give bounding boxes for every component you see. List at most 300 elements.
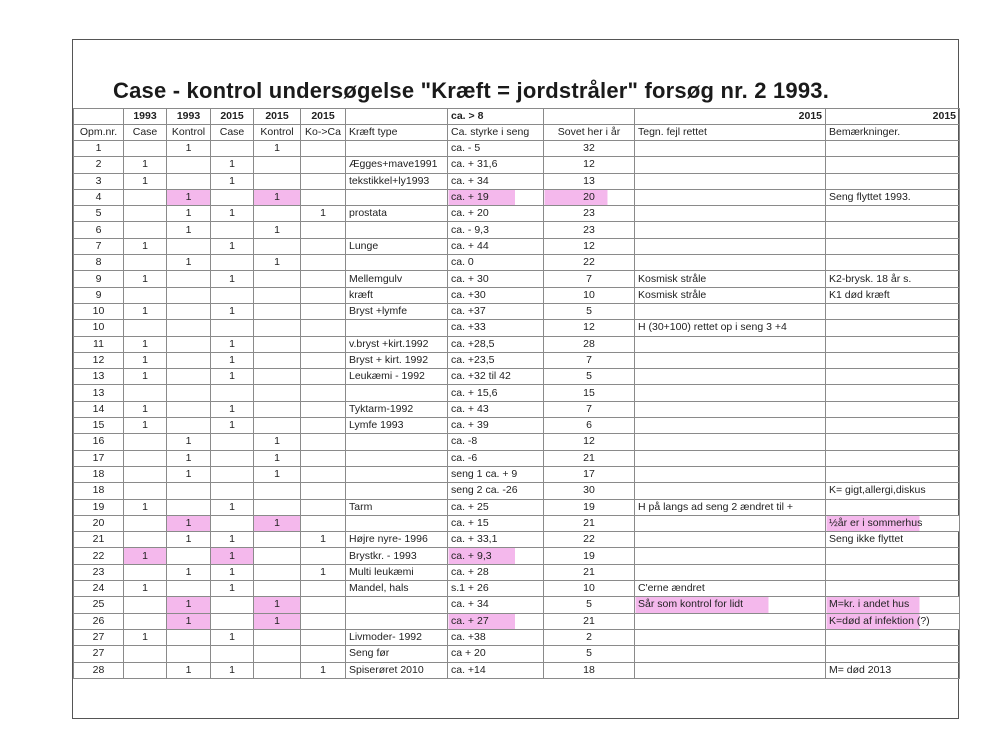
table-cell xyxy=(635,450,826,466)
table-cell: ca. + 30 xyxy=(448,271,544,287)
table-cell: 7 xyxy=(544,401,635,417)
table-row xyxy=(74,401,960,417)
table-row xyxy=(74,515,960,531)
table-cell: 1 xyxy=(167,466,211,482)
table-cell: 1 xyxy=(211,206,254,222)
table-cell: ca. + 34 xyxy=(448,173,544,189)
table-cell: Case xyxy=(124,125,167,141)
table-cell: 23 xyxy=(74,564,124,580)
table-cell: ca. +37 xyxy=(448,303,544,319)
table-cell xyxy=(254,173,301,189)
table-cell: H (30+100) rettet op i seng 3 +4 xyxy=(635,320,826,336)
table-cell: Kontrol xyxy=(167,125,211,141)
table-cell: ½år er i sommerhus xyxy=(826,515,960,531)
table-cell: 2015 xyxy=(826,109,960,125)
table-cell xyxy=(635,238,826,254)
table-cell xyxy=(211,141,254,157)
table-cell: Bryst +lymfe xyxy=(346,303,448,319)
table-cell xyxy=(301,581,346,597)
table-row xyxy=(74,157,960,173)
table-cell xyxy=(254,287,301,303)
table-cell: 12 xyxy=(544,238,635,254)
table-cell: 1 xyxy=(124,418,167,434)
table-cell xyxy=(211,320,254,336)
table-cell: ca. + 44 xyxy=(448,238,544,254)
table-cell: 21 xyxy=(74,532,124,548)
table-cell xyxy=(167,629,211,645)
table-cell xyxy=(826,646,960,662)
table-cell: ca. +33 xyxy=(448,320,544,336)
table-cell: Seng ikke flyttet xyxy=(826,532,960,548)
table-cell: Brystkr. - 1993 xyxy=(346,548,448,564)
table-row xyxy=(74,646,960,662)
table-cell xyxy=(254,303,301,319)
table-cell: ca + 20 xyxy=(448,646,544,662)
header-row-columns xyxy=(74,125,960,141)
table-cell: 1 xyxy=(254,466,301,482)
table-cell: Sår som kontrol for lidt xyxy=(635,597,826,613)
table-cell xyxy=(211,385,254,401)
table-cell: 1 xyxy=(254,515,301,531)
table-cell: 1 xyxy=(211,401,254,417)
table-cell xyxy=(211,515,254,531)
table-cell: 1 xyxy=(167,613,211,629)
table-row xyxy=(74,141,960,157)
table-cell: 1 xyxy=(124,581,167,597)
table-cell: ca. - 9,3 xyxy=(448,222,544,238)
table-cell: 1 xyxy=(254,141,301,157)
table-cell xyxy=(254,369,301,385)
table-cell: 1 xyxy=(211,564,254,580)
table-cell: K1 død kræft xyxy=(826,287,960,303)
table-cell xyxy=(635,385,826,401)
table-cell xyxy=(635,646,826,662)
table-cell: 1 xyxy=(167,597,211,613)
table-cell: seng 1 ca. + 9 xyxy=(448,466,544,482)
table-cell xyxy=(301,450,346,466)
data-table xyxy=(73,108,960,679)
table-cell xyxy=(124,483,167,499)
table-cell xyxy=(346,109,448,125)
table-cell: 21 xyxy=(544,613,635,629)
table-cell: ca. + 25 xyxy=(448,499,544,515)
table-cell: 1 xyxy=(211,173,254,189)
table-cell xyxy=(826,303,960,319)
table-cell xyxy=(124,255,167,271)
table-cell xyxy=(167,287,211,303)
table-cell: ca. + 33,1 xyxy=(448,532,544,548)
table-cell xyxy=(124,141,167,157)
table-cell: ca. + 43 xyxy=(448,401,544,417)
table-cell xyxy=(167,173,211,189)
table-cell xyxy=(254,238,301,254)
table-cell xyxy=(826,352,960,368)
table-cell: ca. +30 xyxy=(448,287,544,303)
table-cell: 1993 xyxy=(124,109,167,125)
table-cell xyxy=(254,629,301,645)
table-body xyxy=(74,109,960,679)
table-cell: 1 xyxy=(124,401,167,417)
table-cell xyxy=(211,483,254,499)
table-cell xyxy=(346,385,448,401)
table-cell xyxy=(301,434,346,450)
table-row xyxy=(74,189,960,205)
table-cell: 1 xyxy=(211,157,254,173)
table-cell xyxy=(346,141,448,157)
table-row xyxy=(74,238,960,254)
table-cell xyxy=(635,303,826,319)
table-cell: 5 xyxy=(544,369,635,385)
table-cell: ca. + 27 xyxy=(448,613,544,629)
table-cell xyxy=(167,352,211,368)
table-cell: K= gigt,allergi,diskus xyxy=(826,483,960,499)
table-cell xyxy=(254,548,301,564)
table-cell xyxy=(124,189,167,205)
table-cell xyxy=(826,450,960,466)
table-cell: 2015 xyxy=(211,109,254,125)
table-cell: Mellemgulv xyxy=(346,271,448,287)
table-cell: 16 xyxy=(74,434,124,450)
table-cell: Kræft type xyxy=(346,125,448,141)
table-cell: 1 xyxy=(124,238,167,254)
table-cell: 1 xyxy=(124,303,167,319)
table-cell: 1 xyxy=(124,352,167,368)
table-cell xyxy=(301,629,346,645)
table-cell xyxy=(826,336,960,352)
table-cell xyxy=(346,434,448,450)
table-cell xyxy=(124,646,167,662)
table-cell xyxy=(124,613,167,629)
table-cell xyxy=(826,418,960,434)
table-row xyxy=(74,613,960,629)
table-cell xyxy=(124,206,167,222)
table-cell xyxy=(254,271,301,287)
table-cell: 27 xyxy=(74,646,124,662)
table-cell: Opm.nr. xyxy=(74,125,124,141)
table-cell xyxy=(826,401,960,417)
table-cell xyxy=(124,597,167,613)
table-cell: 1 xyxy=(211,303,254,319)
table-cell: Tyktarm-1992 xyxy=(346,401,448,417)
table-cell xyxy=(635,336,826,352)
table-cell: 1 xyxy=(167,189,211,205)
table-cell xyxy=(826,141,960,157)
table-row xyxy=(74,466,960,482)
table-cell: 12 xyxy=(74,352,124,368)
table-cell xyxy=(301,515,346,531)
table-cell: 2 xyxy=(544,629,635,645)
table-cell: ca. + 20 xyxy=(448,206,544,222)
table-cell xyxy=(346,613,448,629)
table-cell xyxy=(254,564,301,580)
table-cell: 15 xyxy=(74,418,124,434)
table-cell xyxy=(635,157,826,173)
table-cell xyxy=(167,385,211,401)
table-cell: 1 xyxy=(167,532,211,548)
table-cell: C'erne ændret xyxy=(635,581,826,597)
table-cell: 1 xyxy=(167,141,211,157)
table-cell: 9 xyxy=(74,271,124,287)
table-cell xyxy=(301,418,346,434)
table-cell xyxy=(635,564,826,580)
table-cell xyxy=(346,222,448,238)
table-cell xyxy=(346,320,448,336)
table-cell xyxy=(826,238,960,254)
table-cell xyxy=(635,434,826,450)
table-cell xyxy=(301,173,346,189)
table-cell: 1 xyxy=(167,434,211,450)
table-cell xyxy=(211,189,254,205)
table-cell xyxy=(211,450,254,466)
table-cell: 6 xyxy=(74,222,124,238)
table-cell xyxy=(826,320,960,336)
table-cell: 23 xyxy=(544,206,635,222)
table-cell: 1 xyxy=(254,189,301,205)
table-cell: Ko->Ca xyxy=(301,125,346,141)
table-cell: 4 xyxy=(74,189,124,205)
table-cell xyxy=(301,548,346,564)
table-cell xyxy=(74,109,124,125)
table-cell xyxy=(301,483,346,499)
table-row xyxy=(74,303,960,319)
table-cell xyxy=(211,466,254,482)
table-cell xyxy=(301,238,346,254)
table-cell xyxy=(254,418,301,434)
table-cell xyxy=(124,564,167,580)
table-cell xyxy=(301,303,346,319)
table-cell xyxy=(826,564,960,580)
table-cell xyxy=(635,483,826,499)
table-cell: 12 xyxy=(544,157,635,173)
table-cell xyxy=(301,352,346,368)
table-cell xyxy=(635,206,826,222)
table-cell xyxy=(346,255,448,271)
table-row xyxy=(74,581,960,597)
table-cell: 1 xyxy=(124,369,167,385)
table-cell: Multi leukæmi xyxy=(346,564,448,580)
table-cell xyxy=(301,613,346,629)
table-cell: Tegn. fejl rettet xyxy=(635,125,826,141)
table-cell: H på langs ad seng 2 ændret til + xyxy=(635,499,826,515)
table-cell: Case xyxy=(211,125,254,141)
table-cell xyxy=(826,581,960,597)
table-cell xyxy=(167,271,211,287)
table-cell: 13 xyxy=(74,369,124,385)
table-cell: ca. +28,5 xyxy=(448,336,544,352)
table-cell: Ægges+mave1991 xyxy=(346,157,448,173)
table-cell xyxy=(826,499,960,515)
table-cell xyxy=(826,548,960,564)
table-cell xyxy=(635,189,826,205)
table-cell: 19 xyxy=(544,499,635,515)
table-cell: 1 xyxy=(124,271,167,287)
table-cell: 1 xyxy=(124,629,167,645)
table-cell: 30 xyxy=(544,483,635,499)
table-cell: ca. + 31,6 xyxy=(448,157,544,173)
table-row xyxy=(74,564,960,580)
table-cell xyxy=(301,222,346,238)
table-cell: Seng før xyxy=(346,646,448,662)
table-cell xyxy=(301,141,346,157)
table-cell: 11 xyxy=(74,336,124,352)
table-cell: 22 xyxy=(544,255,635,271)
table-cell xyxy=(826,255,960,271)
table-cell: 15 xyxy=(544,385,635,401)
table-cell xyxy=(167,548,211,564)
table-cell xyxy=(254,336,301,352)
table-cell: Bryst + kirt. 1992 xyxy=(346,352,448,368)
table-cell: 1 xyxy=(211,352,254,368)
table-cell: 13 xyxy=(544,173,635,189)
table-cell xyxy=(826,629,960,645)
table-cell: 1 xyxy=(301,532,346,548)
table-cell: Højre nyre- 1996 xyxy=(346,532,448,548)
table-cell xyxy=(301,597,346,613)
table-cell xyxy=(301,385,346,401)
table-cell: ca. + 9,3 xyxy=(448,548,544,564)
table-cell: 3 xyxy=(74,173,124,189)
table-cell: 1 xyxy=(211,336,254,352)
table-cell: 1 xyxy=(254,434,301,450)
table-cell: 1 xyxy=(167,515,211,531)
header-row-years xyxy=(74,109,960,125)
table-cell: ca. +23,5 xyxy=(448,352,544,368)
table-cell xyxy=(254,401,301,417)
table-cell: K2-brysk. 18 år s. xyxy=(826,271,960,287)
table-cell: 10 xyxy=(544,581,635,597)
table-cell: 1 xyxy=(211,369,254,385)
table-cell: 7 xyxy=(74,238,124,254)
table-cell xyxy=(124,287,167,303)
table-cell xyxy=(254,206,301,222)
table-cell xyxy=(167,483,211,499)
table-cell: ca. +32 til 42 xyxy=(448,369,544,385)
table-row xyxy=(74,320,960,336)
table-cell: 2015 xyxy=(301,109,346,125)
table-cell: 1 xyxy=(301,564,346,580)
table-cell: 1 xyxy=(167,206,211,222)
table-cell: ca. 0 xyxy=(448,255,544,271)
table-cell: Spiserøret 2010 xyxy=(346,662,448,678)
table-cell xyxy=(254,532,301,548)
table-cell: 10 xyxy=(544,287,635,303)
table-cell: 1 xyxy=(301,206,346,222)
table-cell xyxy=(301,320,346,336)
table-row xyxy=(74,662,960,678)
table-cell: 1 xyxy=(211,662,254,678)
table-cell xyxy=(635,548,826,564)
table-cell xyxy=(301,466,346,482)
table-cell: 1 xyxy=(254,222,301,238)
table-cell: ca. +14 xyxy=(448,662,544,678)
table-cell xyxy=(635,515,826,531)
table-cell xyxy=(635,255,826,271)
table-cell: Ca. styrke i seng xyxy=(448,125,544,141)
table-cell xyxy=(826,206,960,222)
table-cell xyxy=(254,385,301,401)
table-cell: Seng flyttet 1993. xyxy=(826,189,960,205)
table-cell: 14 xyxy=(74,401,124,417)
table-cell xyxy=(301,157,346,173)
table-cell: ca. -8 xyxy=(448,434,544,450)
table-cell xyxy=(167,320,211,336)
table-cell: 18 xyxy=(74,466,124,482)
table-cell xyxy=(254,483,301,499)
table-row xyxy=(74,385,960,401)
table-cell: 26 xyxy=(74,613,124,629)
table-cell: 1 xyxy=(211,418,254,434)
table-cell xyxy=(635,401,826,417)
table-cell xyxy=(346,515,448,531)
table-cell xyxy=(124,222,167,238)
table-cell xyxy=(124,320,167,336)
table-cell xyxy=(635,532,826,548)
table-cell: Tarm xyxy=(346,499,448,515)
table-cell xyxy=(544,109,635,125)
table-cell: 1 xyxy=(211,629,254,645)
table-cell xyxy=(301,336,346,352)
table-cell: 12 xyxy=(544,434,635,450)
table-cell xyxy=(826,222,960,238)
table-cell: 2 xyxy=(74,157,124,173)
table-cell xyxy=(124,662,167,678)
table-cell xyxy=(635,466,826,482)
table-cell: 1 xyxy=(167,450,211,466)
table-cell: ca. > 8 xyxy=(448,109,544,125)
table-cell: 17 xyxy=(74,450,124,466)
table-cell: 12 xyxy=(544,320,635,336)
table-cell xyxy=(635,173,826,189)
table-cell: 1 xyxy=(254,613,301,629)
table-cell: Kosmisk stråle xyxy=(635,271,826,287)
table-row xyxy=(74,418,960,434)
table-cell: 7 xyxy=(544,352,635,368)
table-cell: 1 xyxy=(167,255,211,271)
table-cell: 1 xyxy=(211,548,254,564)
table-cell xyxy=(301,646,346,662)
table-cell: 22 xyxy=(74,548,124,564)
table-row xyxy=(74,548,960,564)
table-cell: 1993 xyxy=(167,109,211,125)
table-cell: ca. + 15 xyxy=(448,515,544,531)
table-cell: 10 xyxy=(74,320,124,336)
table-cell: 1 xyxy=(124,548,167,564)
table-cell xyxy=(301,287,346,303)
table-cell: 2015 xyxy=(254,109,301,125)
table-cell: 2015 xyxy=(635,109,826,125)
table-row xyxy=(74,499,960,515)
table-cell: M=kr. i andet hus xyxy=(826,597,960,613)
table-cell xyxy=(167,581,211,597)
table-cell: 8 xyxy=(74,255,124,271)
table-cell: 13 xyxy=(74,385,124,401)
table-cell: 20 xyxy=(74,515,124,531)
table-cell: 1 xyxy=(124,499,167,515)
table-cell xyxy=(346,189,448,205)
table-cell xyxy=(211,613,254,629)
table-cell xyxy=(211,222,254,238)
table-cell: 9 xyxy=(74,287,124,303)
table-cell: 21 xyxy=(544,450,635,466)
table-cell xyxy=(635,629,826,645)
table-cell xyxy=(211,434,254,450)
table-cell: ca. + 15,6 xyxy=(448,385,544,401)
table-cell: prostata xyxy=(346,206,448,222)
table-cell: 28 xyxy=(74,662,124,678)
page-title: Case - kontrol undersøgelse "Kræft = jordstråler" forsøg nr. 2 1993. xyxy=(113,78,830,103)
table-cell xyxy=(346,483,448,499)
table-cell xyxy=(301,499,346,515)
